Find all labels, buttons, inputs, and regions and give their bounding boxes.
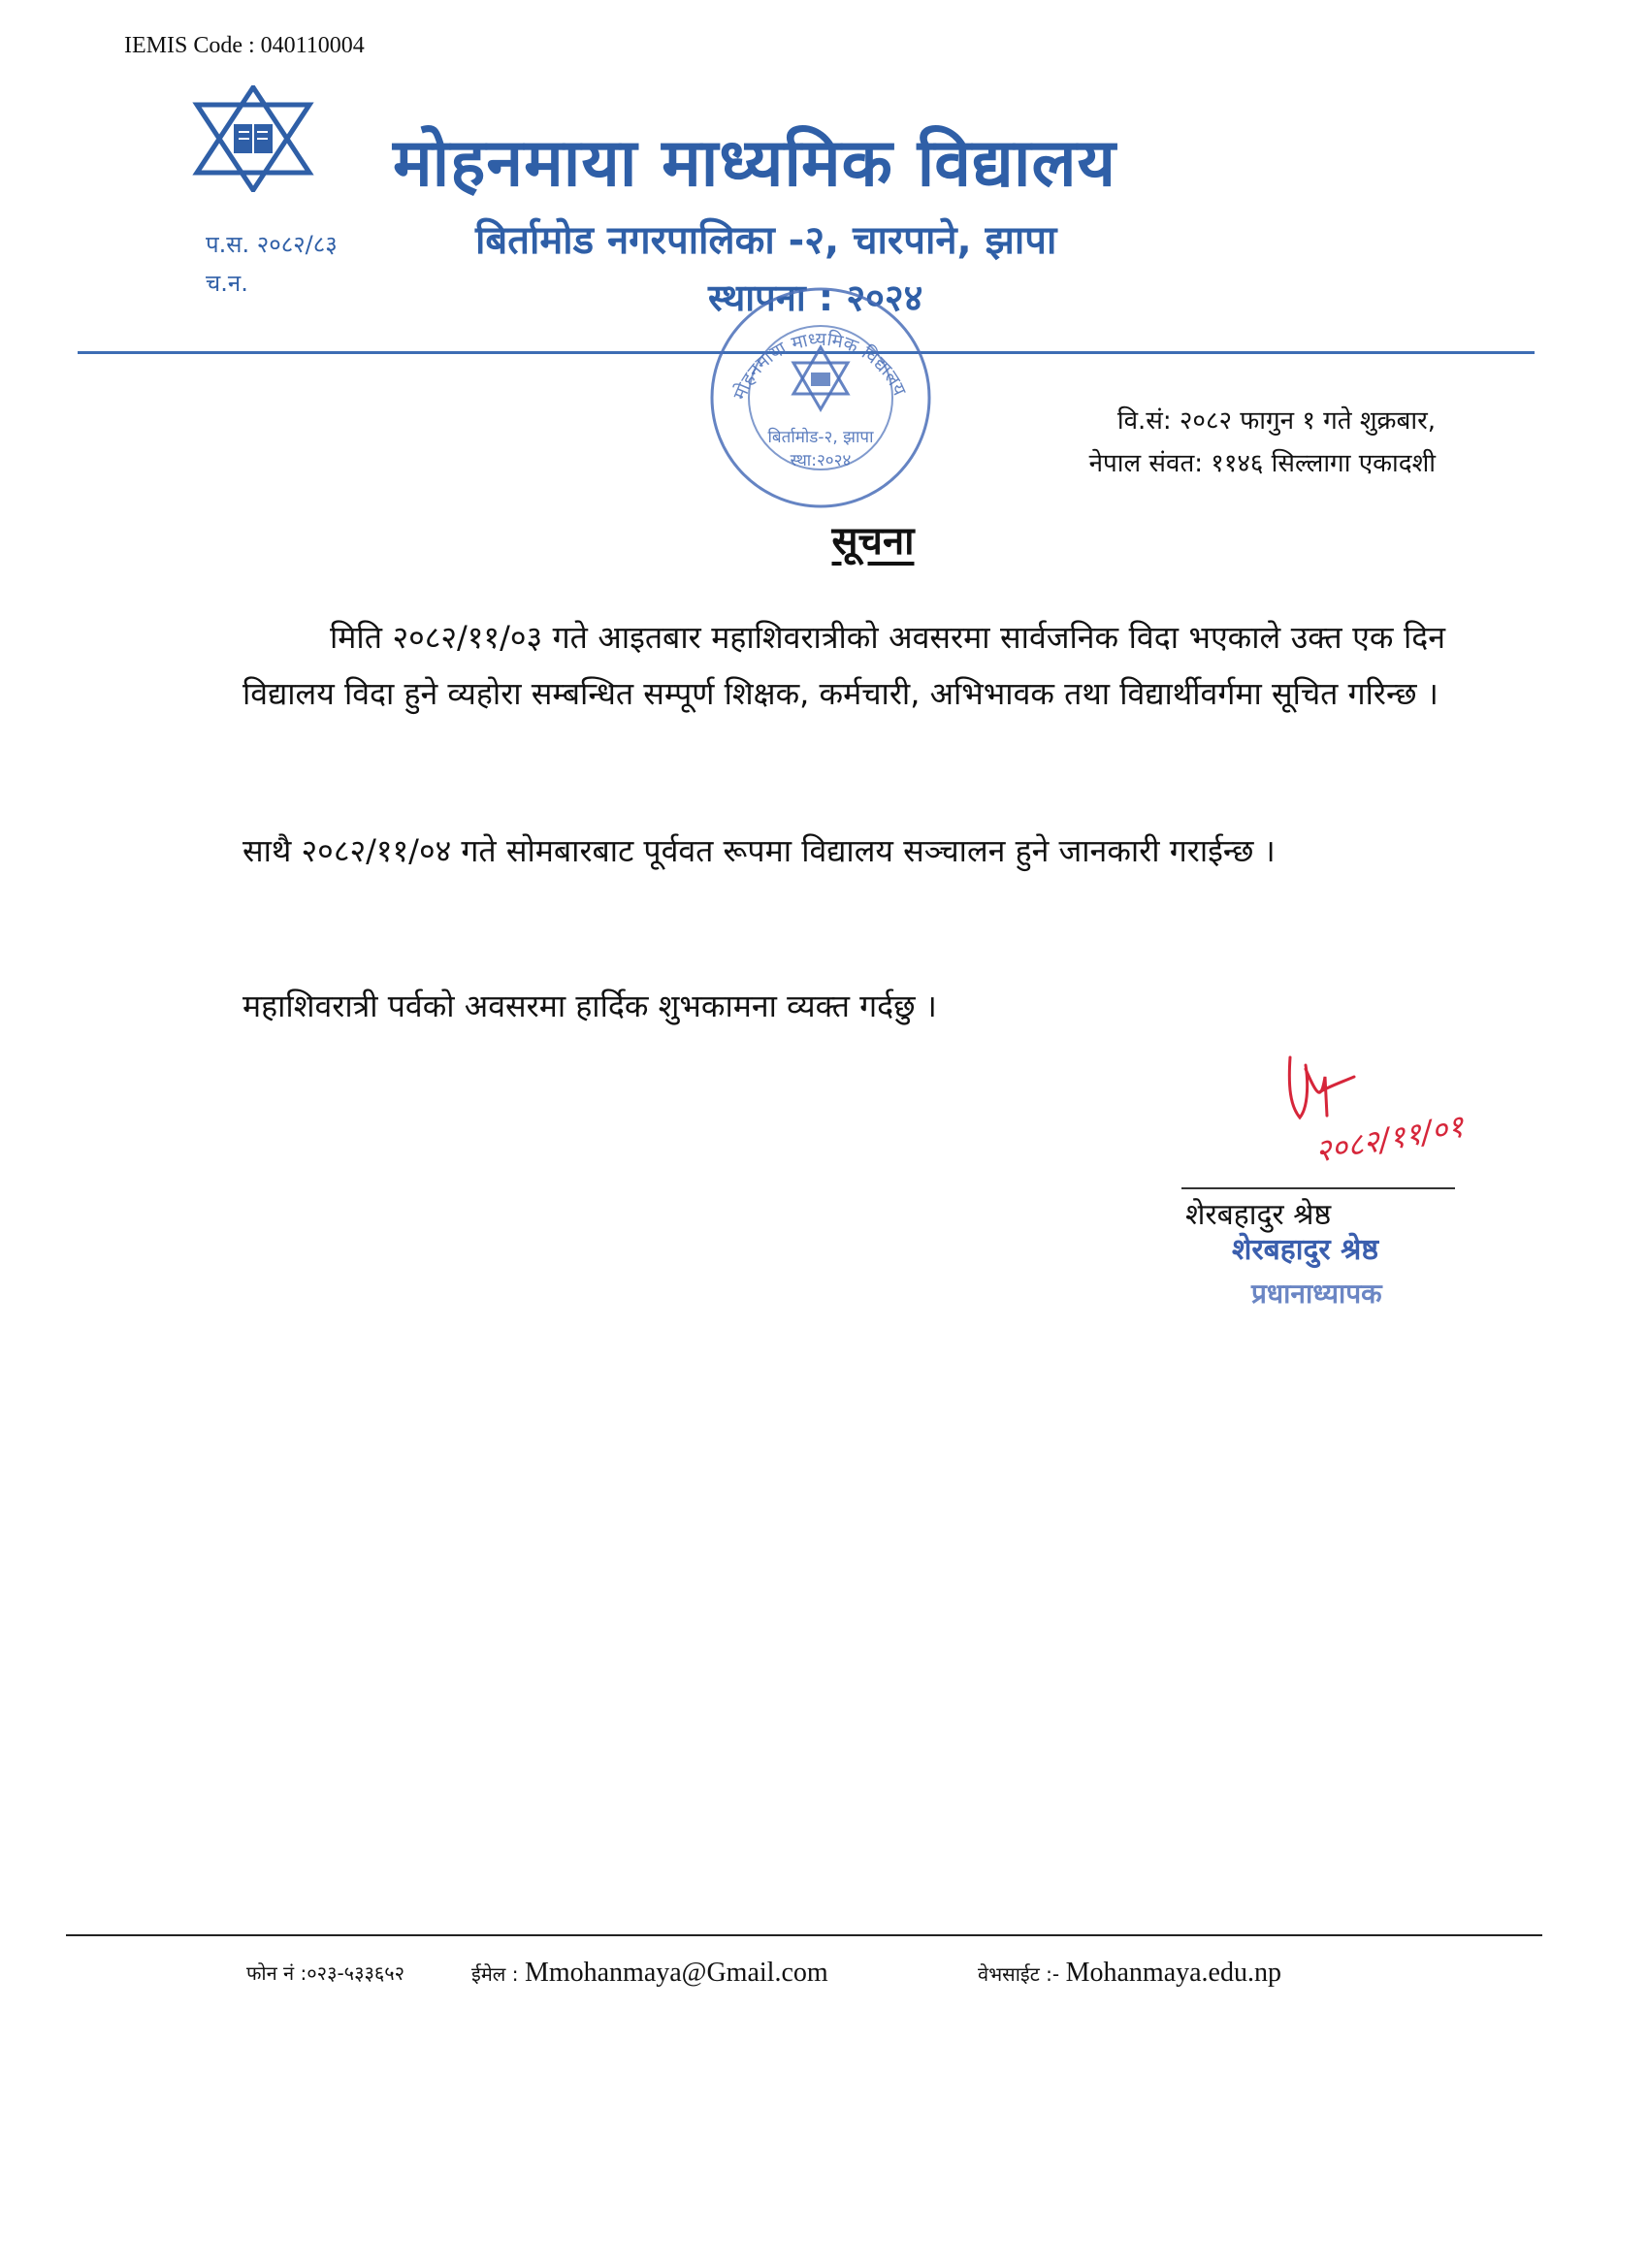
iemis-code: IEMIS Code : 040110004 (124, 33, 365, 58)
dispatch-number: च.न. (206, 270, 248, 297)
date-block (931, 400, 1436, 485)
date-bs: वि.सं: २०८२ फागुन १ गते शुक्रबार, (1116, 406, 1436, 436)
notice-title: सूचना (831, 519, 915, 564)
phone-label: फोन नं : (246, 1961, 307, 1985)
reference-block (206, 225, 338, 303)
handwritten-signature (1261, 1048, 1504, 1183)
email-address[interactable]: Mmohanmaya@Gmail.com (524, 1958, 828, 1988)
seal-place: बिर्तामोड-२, झापा (767, 428, 874, 447)
date-nepal-sambat: नेपाल संवत: ११४६ सिल्लागा एकादशी (1088, 449, 1436, 478)
footer-divider (66, 1934, 1542, 1936)
signatory-stamp-name: शेरबहादुर श्रेष्ठ (1232, 1233, 1379, 1267)
established-year: स्थापना : २०२४ (708, 276, 923, 319)
seal-ring-text (728, 328, 911, 403)
phone-number: ०२३-५३३६५२ (307, 1961, 405, 1985)
signature-line (1181, 1187, 1455, 1189)
website-label: वेभसाईट :- (978, 1962, 1060, 1986)
school-seal (704, 281, 937, 514)
seal-ring-path: मोहनमाया माध्यमिक विद्यालय (728, 328, 911, 404)
school-name: मोहनमाया माध्यमिक विद्यालय (393, 125, 1117, 202)
notice-paragraph-2: साथै २०८२/११/०४ गते सोमबारबाट पूर्ववत रूपमा विद्यालय सञ्चालन हुने जानकारी गराईन्छ । (242, 832, 1276, 869)
notice-paragraph-1 (242, 609, 1445, 722)
email-label: ईमेल : (471, 1962, 519, 1986)
school-address: बिर्तामोड नगरपालिका -२, चारपाने, झापा (475, 218, 1057, 263)
handwritten-date: २०८२/११/०१ (1311, 1107, 1467, 1170)
website-url[interactable]: Mohanmaya.edu.np (1065, 1958, 1281, 1988)
footer-website (978, 1958, 1281, 1989)
signatory-name: शेरबहादुर श्रेष्ठ (1185, 1198, 1332, 1232)
notice-paragraph-3: महाशिवरात्री पर्वको अवसरमा हार्दिक शुभकामना व्यक्त गर्दछु । (242, 988, 937, 1024)
paragraph-1-text: मिति २०८२/११/०३ गते आइतबार महाशिवरात्रीको अवसरमा सार्वजनिक विदा भएकाले उक्त एक दिन विद्यालय विदा हुने व्यहोरा सम्बन्धित सम्पूर्ण शिक्षक, कर्मचारी, अभिभावक तथा विद्यार्थीवर्गमा सूचित गरिन्छ । (242, 619, 1445, 712)
school-logo-icon (190, 85, 316, 192)
footer-phone (246, 1958, 404, 1987)
footer-email (471, 1958, 828, 1989)
seal-established: स्था:२०२४ (790, 451, 852, 470)
reference-number: प.स. २०८२/८३ (206, 231, 338, 258)
signatory-stamp-title: प्रधानाध्यापक (1251, 1278, 1382, 1310)
